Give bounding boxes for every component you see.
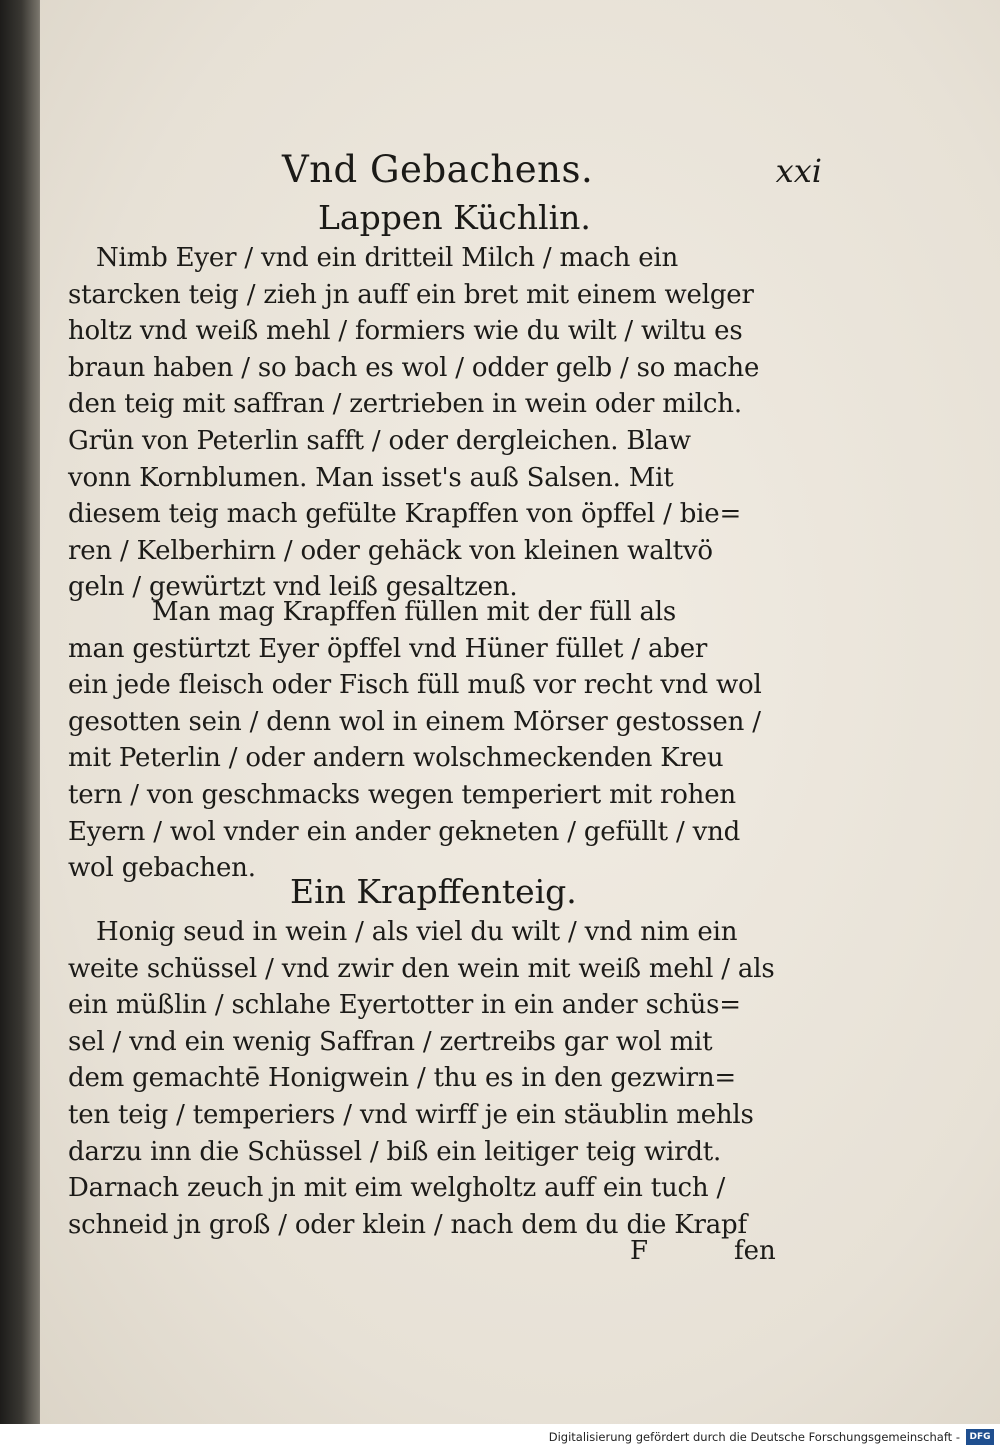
text-line: ten teig / temperiers / vnd wirff je ein stäublin mehls — [68, 1099, 754, 1130]
text-line: Darnach zeuch jn mit eim welgholtz auff ein tuch / — [68, 1173, 726, 1204]
dfg-logo-icon: DFG — [966, 1429, 994, 1445]
text-line: diesem teig mach gefülte Krapffen von öpffel / bie= — [68, 499, 742, 530]
text-line: Eyern / wol vnder ein ander gekneten / gefüllt / vnd — [68, 816, 741, 847]
funding-credit: Digitalisierung gefördert durch die Deutsche Forschungsgemeinschaft - — [548, 1430, 960, 1444]
text-line: geln / gewürtzt vnd leiß gesaltzen. — [68, 572, 518, 603]
text-line: Man mag Krapffen füllen mit der füll als — [152, 597, 677, 627]
text-line: Grün von Peterlin safft / oder dergleichen. Blaw — [68, 425, 691, 456]
text-line: Honig seud in wein / als viel du wilt / vnd nim ein — [96, 917, 738, 947]
digitization-footer — [0, 1424, 1000, 1454]
folio-number: xxi — [775, 152, 822, 190]
text-line: mit Peterlin / oder andern wolschmeckenden Kreu — [68, 743, 724, 774]
text-line: gesotten sein / denn wol in einem Mörser gestossen / — [68, 706, 761, 737]
text-line: wol gebachen. — [68, 853, 256, 884]
text-line: braun haben / so bach es wol / odder gelb / so mache — [68, 352, 760, 383]
running-title: Vnd Gebachens. — [282, 148, 594, 191]
recipe-lappen-kuechlin-paragraph-2 — [68, 594, 798, 887]
text-line: dem gemachtē Honigwein / thu es in den gezwirn= — [68, 1063, 736, 1094]
text-line: den teig mit saffran / zertrieben in wein oder milch. — [68, 389, 742, 420]
text-line: schneid jn groß / oder klein / nach dem du die Krapf — [68, 1209, 747, 1240]
text-line: sel / vnd ein wenig Saffran / zertreibs gar wol mit — [68, 1026, 713, 1057]
text-line: darzu inn die Schüssel / biß ein leitiger teig wirdt. — [68, 1136, 722, 1167]
text-line: vonn Kornblumen. Man isset's auß Salsen. Mit — [68, 462, 674, 493]
text-line: ein müßlin / schlahe Eyertotter in ein ander schüs= — [68, 990, 741, 1021]
text-line: tern / von geschmacks wegen temperiert mit rohen — [68, 779, 736, 810]
text-line: man gestürtzt Eyer öpffel vnd Hüner füllet / aber — [68, 633, 708, 664]
page-header — [282, 148, 822, 200]
recipe-lappen-kuechlin-paragraph-1 — [68, 240, 798, 606]
section-title-lappen-kuechlin: Lappen Küchlin. — [318, 198, 591, 237]
section-title-krapffenteig: Ein Krapffenteig. — [290, 872, 577, 911]
text-line: ren / Kelberhirn / oder gehäck von kleinen waltvö — [68, 535, 713, 566]
text-line: holtz vnd weiß mehl / formiers wie du wilt / wiltu es — [68, 316, 743, 347]
text-line: weite schüssel / vnd zwir den wein mit weiß mehl / als — [68, 953, 775, 984]
text-line: starcken teig / zieh jn auff ein bret mit einem welger — [68, 279, 754, 310]
text-line: Nimb Eyer / vnd ein dritteil Milch / mach ein — [96, 243, 679, 273]
recipe-krapffenteig-paragraph — [68, 914, 798, 1243]
catchword: fen — [734, 1236, 776, 1266]
signature-mark: F — [630, 1236, 649, 1266]
text-line: ein jede fleisch oder Fisch füll muß vor recht vnd wol — [68, 670, 762, 701]
